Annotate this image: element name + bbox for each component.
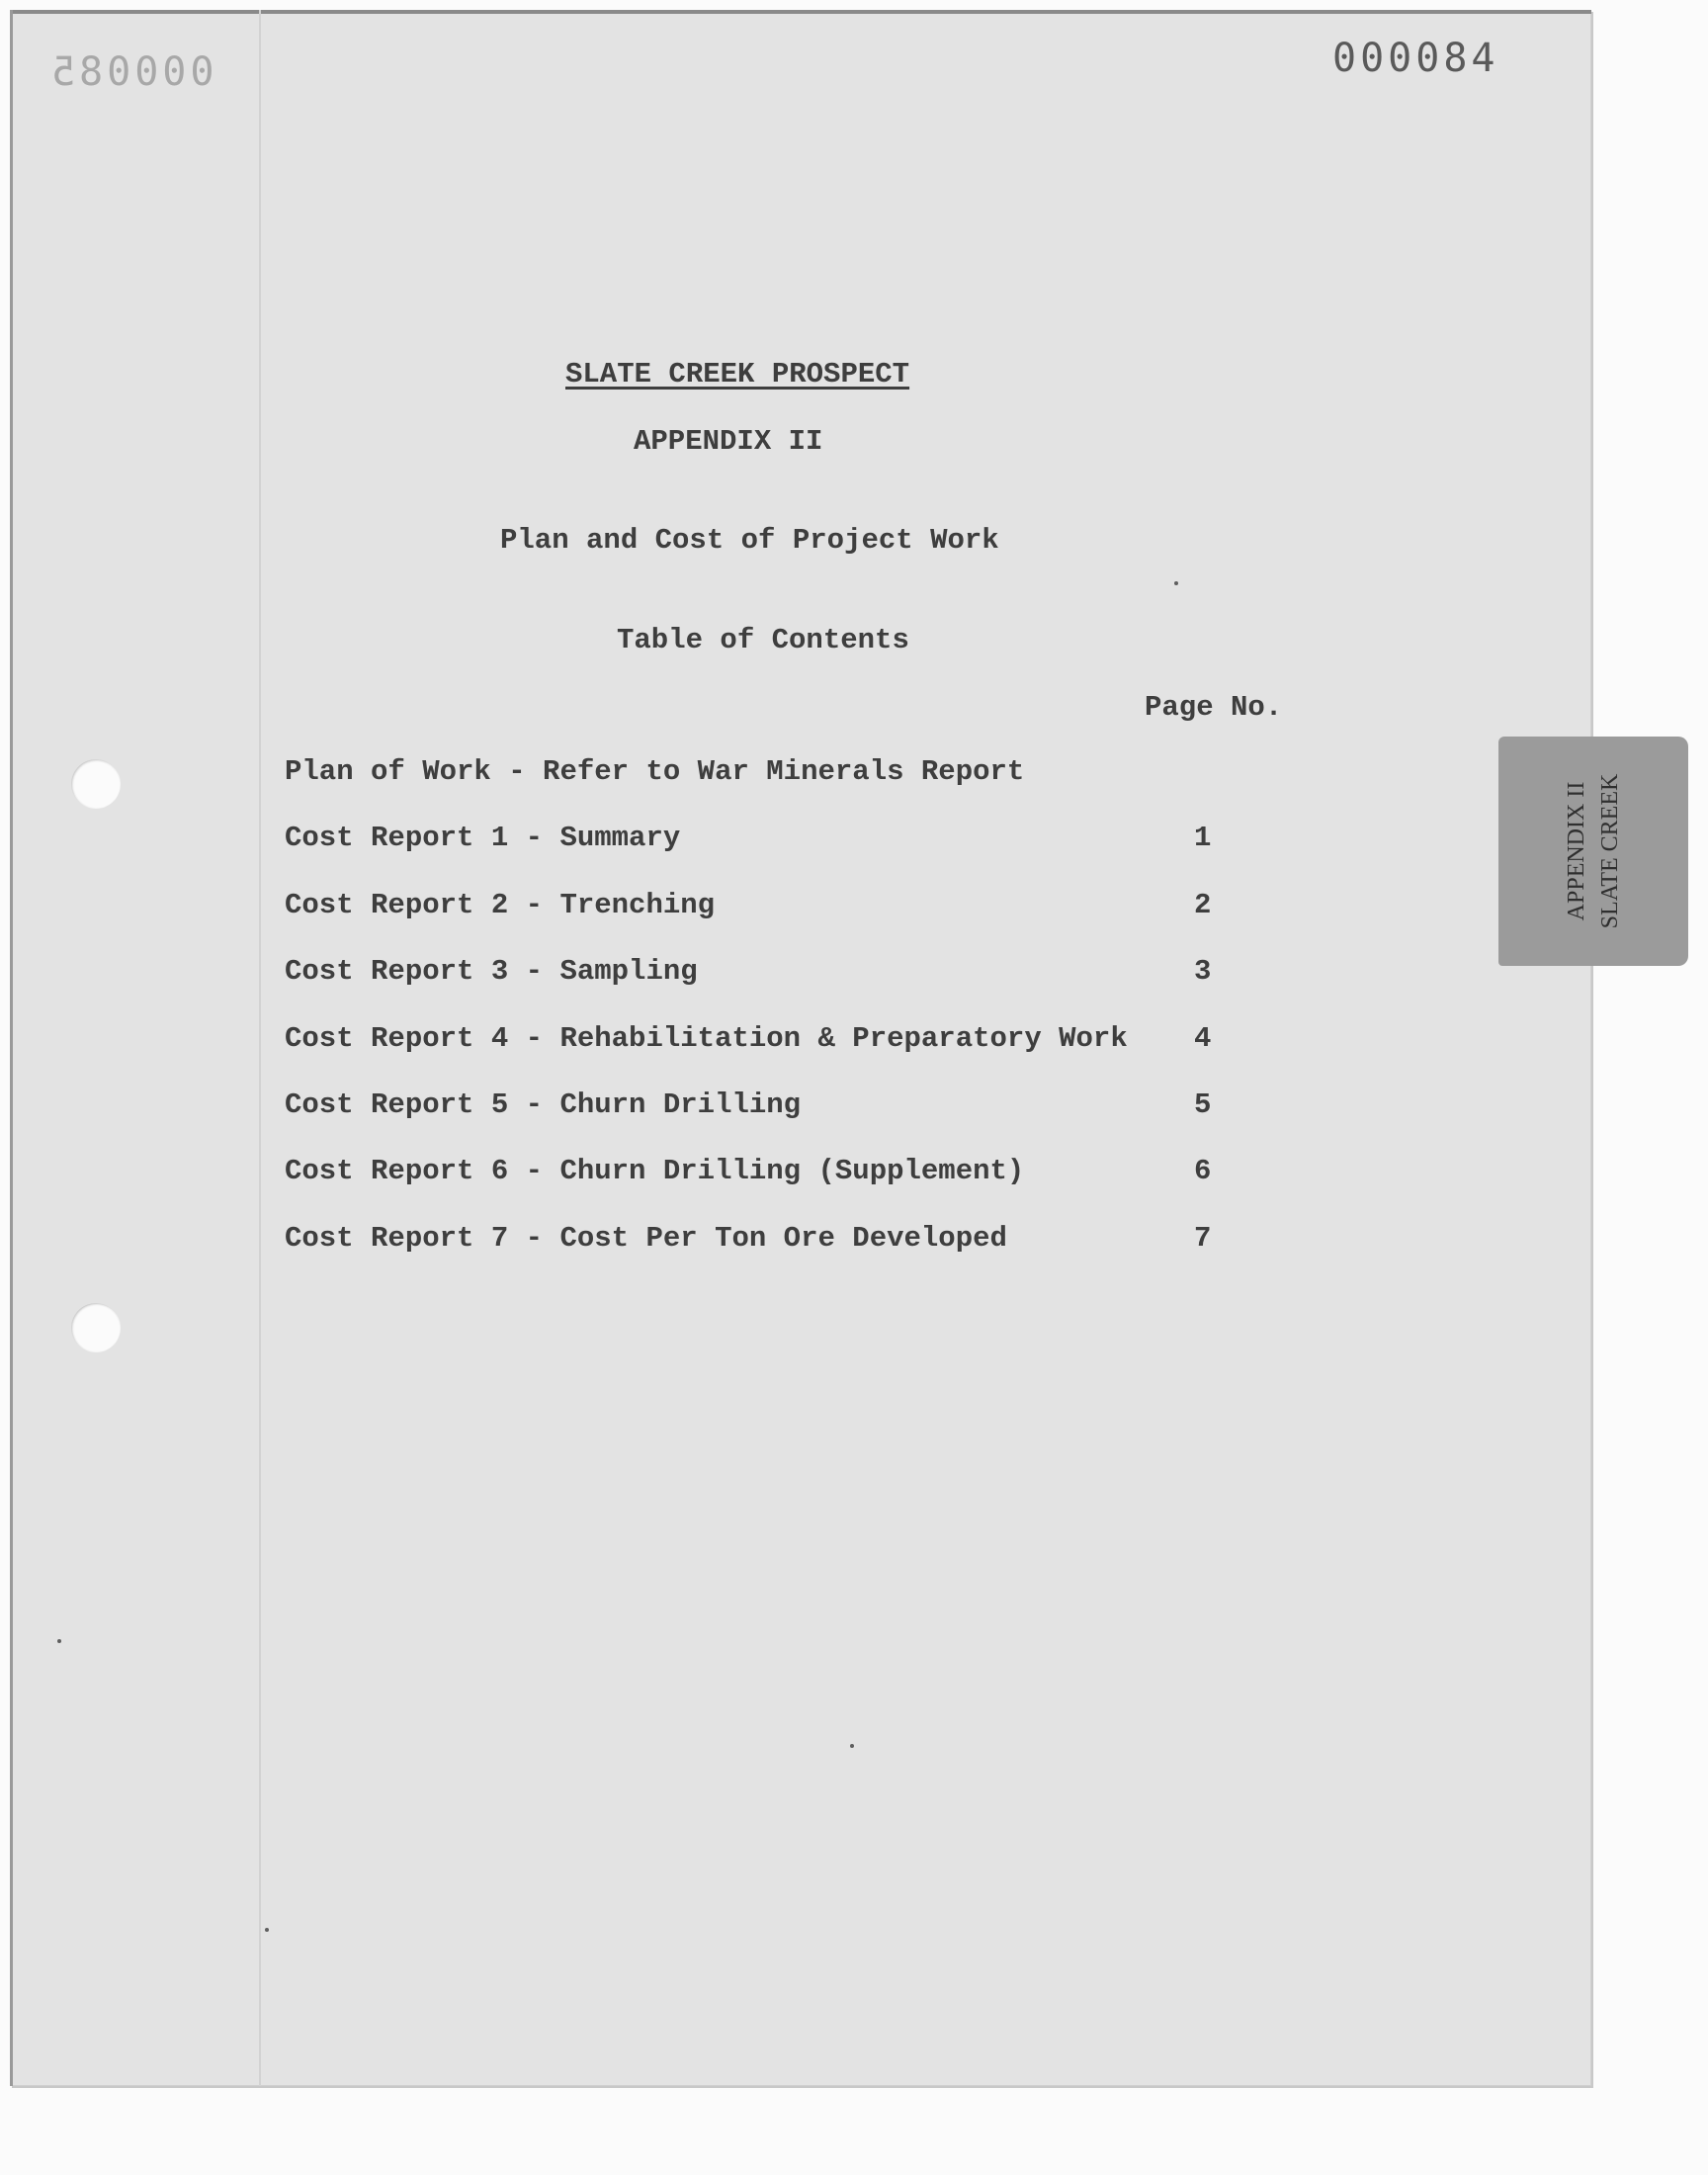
toc-item-label: Cost Report 4 - Rehabilitation & Preparatory Work xyxy=(285,1022,1128,1055)
index-tab xyxy=(1498,737,1688,966)
toc-item-page: 2 xyxy=(1194,889,1212,921)
punch-hole-top xyxy=(71,759,121,809)
page-column-header: Page No. xyxy=(1145,691,1283,724)
toc-item xyxy=(285,755,1224,795)
toc-item xyxy=(285,1222,1224,1262)
toc-item-label: Cost Report 5 - Churn Drilling xyxy=(285,1088,802,1121)
toc-heading: Table of Contents xyxy=(617,624,909,656)
sheet-left-edge xyxy=(10,10,13,2086)
mirrored-page-stamp: 000085 xyxy=(47,49,214,95)
toc-item xyxy=(285,822,1224,861)
toc-item xyxy=(285,955,1224,995)
margin-line xyxy=(259,10,261,2086)
toc-item-page: 7 xyxy=(1194,1222,1212,1255)
speck xyxy=(1174,581,1178,585)
toc-item-label: Cost Report 2 - Trenching xyxy=(285,889,716,921)
speck xyxy=(57,1639,61,1643)
toc-item xyxy=(285,1022,1224,1062)
speck xyxy=(265,1928,269,1932)
toc-item-label: Cost Report 1 - Summary xyxy=(285,822,681,854)
toc-item-page: 5 xyxy=(1194,1088,1212,1121)
toc-item-label: Cost Report 6 - Churn Drilling (Supplement) xyxy=(285,1155,1025,1187)
index-tab-label xyxy=(1560,774,1627,929)
index-tab-line-2: SLATE CREEK xyxy=(1597,773,1623,929)
toc-item xyxy=(285,1088,1224,1128)
toc-item-label: Cost Report 3 - Sampling xyxy=(285,955,698,988)
toc-item-page: 6 xyxy=(1194,1155,1212,1187)
appendix-heading: APPENDIX II xyxy=(634,425,823,458)
document-subtitle: Plan and Cost of Project Work xyxy=(500,524,999,557)
punch-hole-bottom xyxy=(71,1303,121,1352)
sheet-top-edge xyxy=(10,10,1591,14)
toc-item-page: 3 xyxy=(1194,955,1212,988)
toc-item-label: Plan of Work - Refer to War Minerals Report xyxy=(285,755,1025,788)
index-tab-line-1: APPENDIX II xyxy=(1564,781,1589,921)
page-number-stamp: 000084 xyxy=(1332,36,1499,81)
toc-item-page: 1 xyxy=(1194,822,1212,854)
speck xyxy=(850,1744,854,1748)
toc-item xyxy=(285,1155,1224,1194)
toc-item-label: Cost Report 7 - Cost Per Ton Ore Developed xyxy=(285,1222,1007,1255)
toc-item xyxy=(285,889,1224,928)
document-title: SLATE CREEK PROSPECT xyxy=(565,358,910,391)
toc-item-page: 4 xyxy=(1194,1022,1212,1055)
